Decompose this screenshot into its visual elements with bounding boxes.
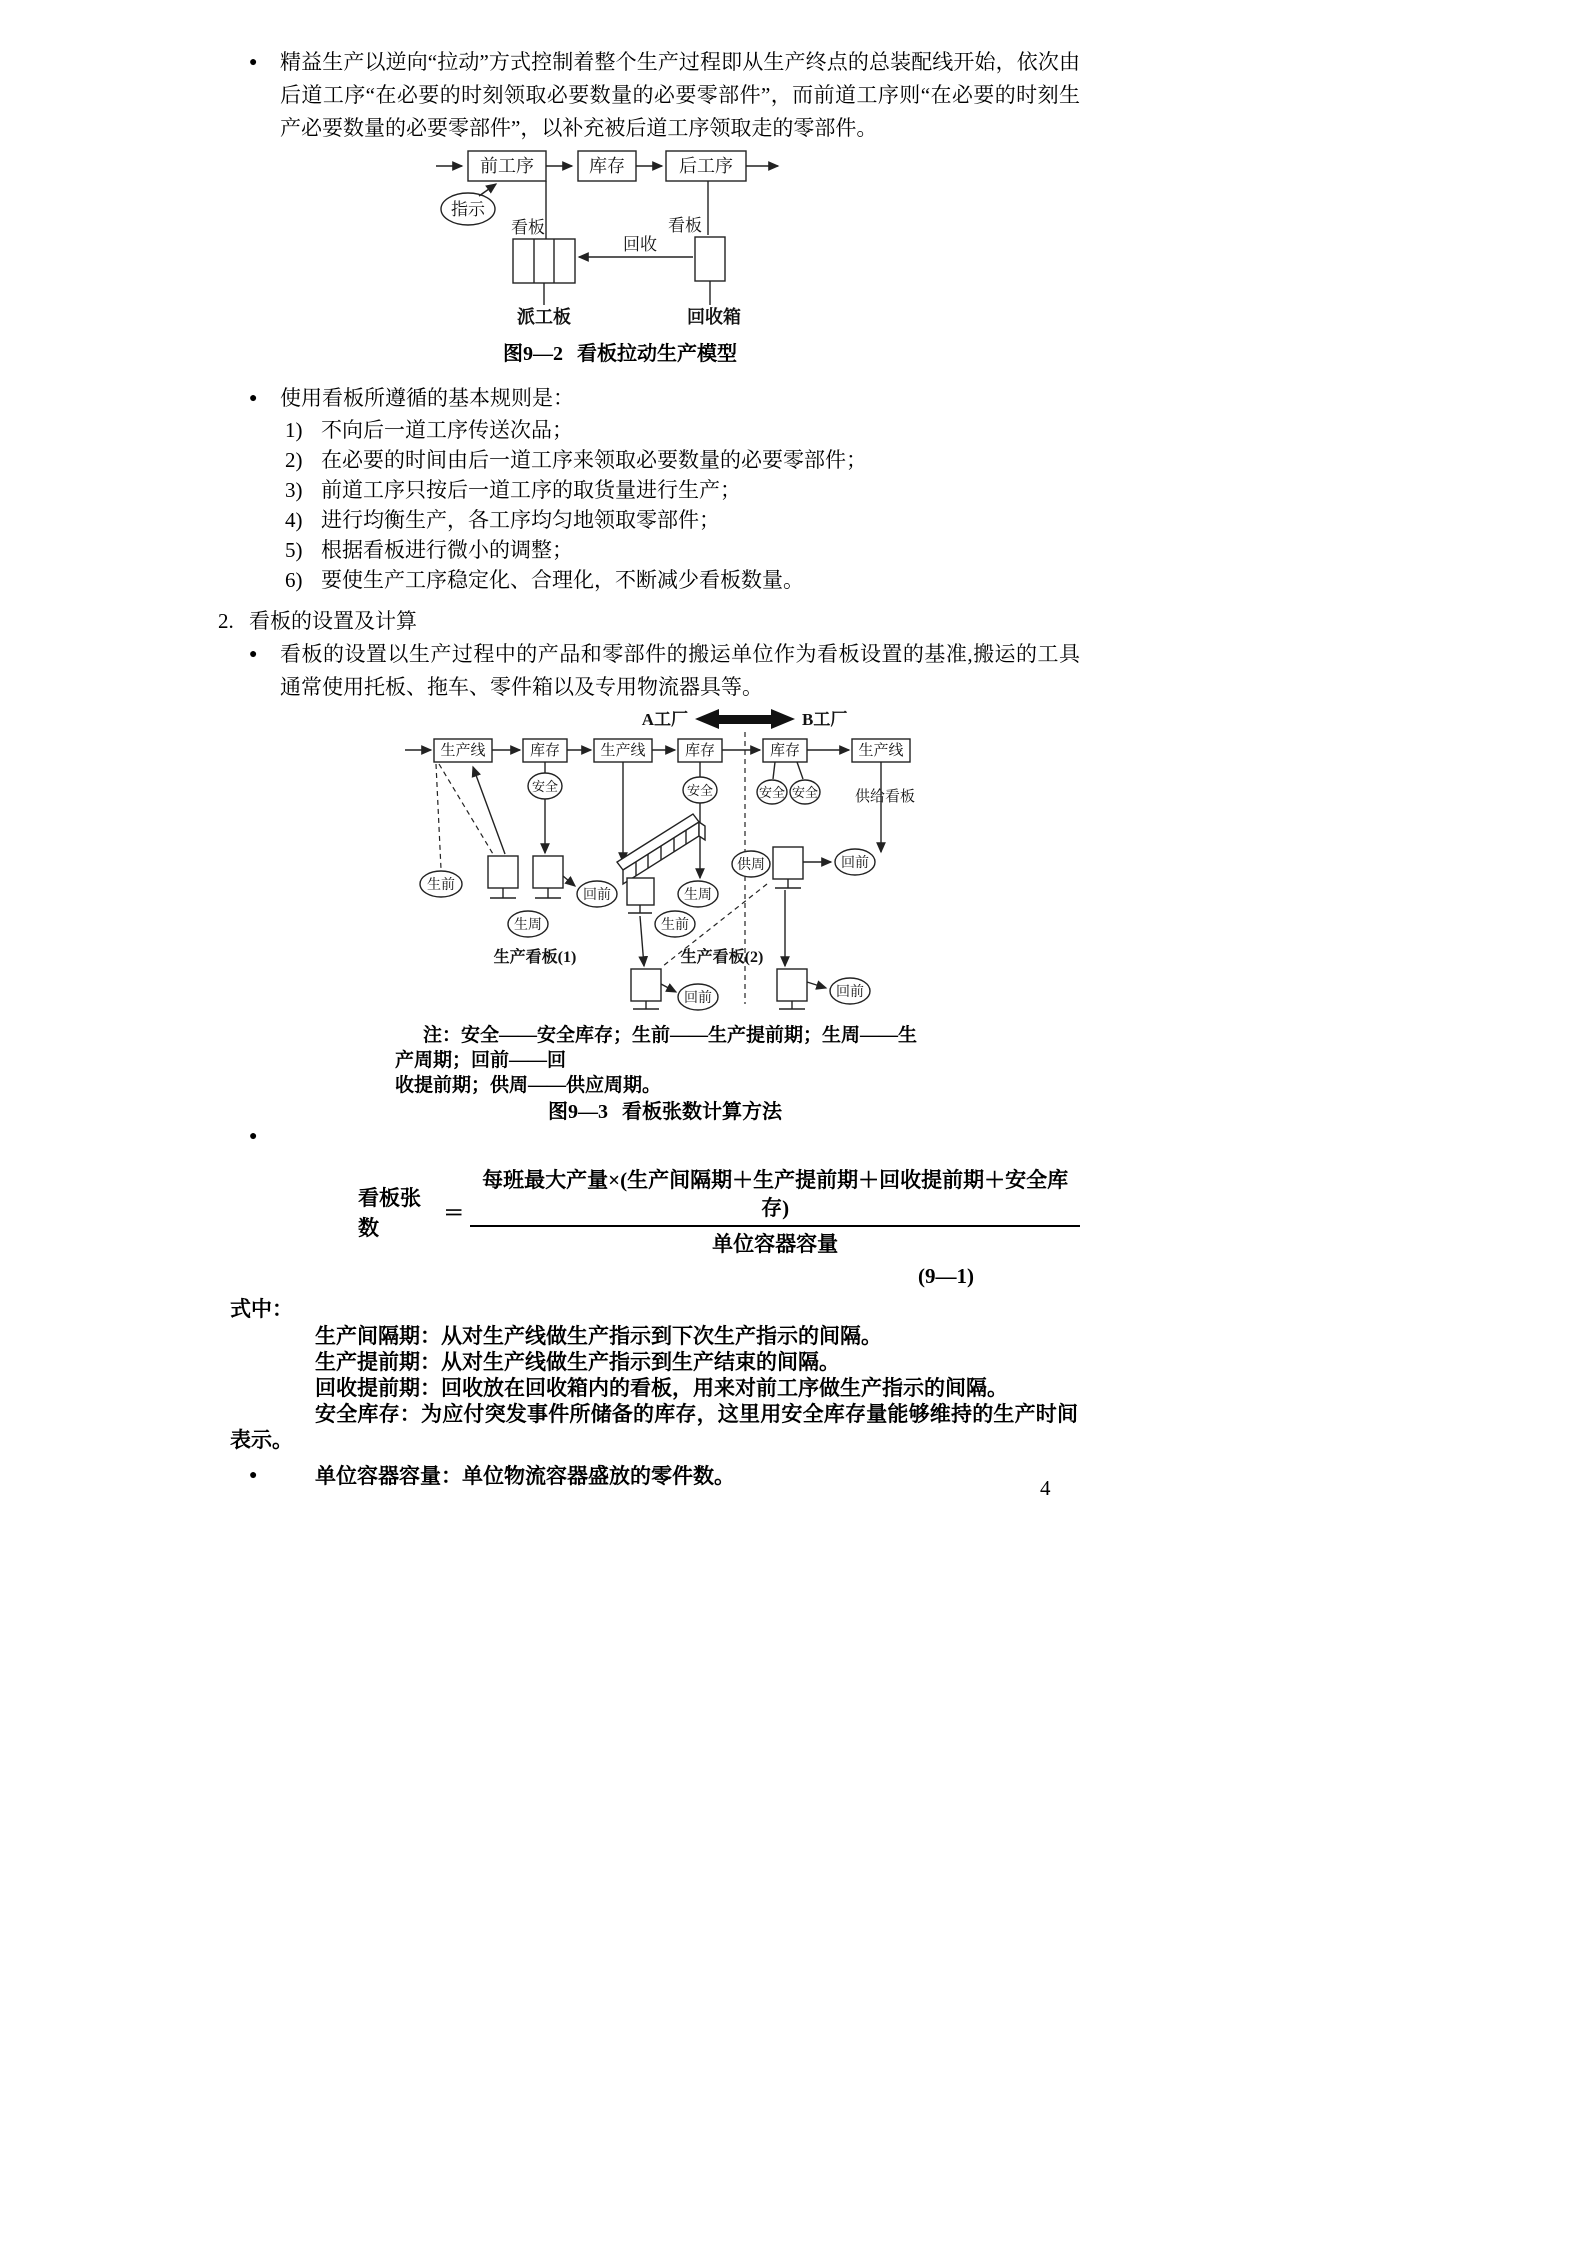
- bullet-icon: ●: [249, 1468, 258, 1483]
- bullet-icon: ●: [249, 1129, 258, 1144]
- paragraph-text: 使用看板所遵循的基本规则是：: [280, 386, 574, 410]
- list-text: 根据看板进行微小的调整；: [321, 538, 573, 562]
- lead-recycle-label: 回前: [836, 985, 864, 1000]
- recycle-box-label: 回收箱: [687, 307, 741, 327]
- bullet-icon: ●: [249, 647, 258, 662]
- lead-recycle-label: 回前: [583, 888, 611, 903]
- connector-arrow: [640, 916, 644, 966]
- dispatch-board-label: 派工板: [517, 307, 571, 327]
- list-number: 6): [285, 568, 303, 592]
- dispatch-cards-box: [513, 239, 575, 283]
- list-number: 2): [285, 448, 303, 472]
- paragraph-text: 精益生产以逆向“拉动”方式控制着整个生产过程即从生产终点的总装配线开始，依次由后道工序“在必要的时刻领取必要数量的必要零部件”，而前道工序则“在必要的时刻生产必要数量的必要零部件”，以补充被后道工序领取走的零部件。: [280, 50, 1080, 140]
- note-line-2: 收提前期；供周——供应周期。: [395, 1075, 662, 1096]
- stock-label: 库存: [589, 156, 625, 176]
- list-item: [285, 415, 1080, 445]
- list-number: 1): [285, 418, 303, 442]
- paragraph-text: 单位容器容量：单位物流容器盛放的零件数。: [315, 1464, 735, 1488]
- list-text: 前道工序只按后一道工序的取货量进行生产；: [321, 478, 741, 502]
- connector: [773, 762, 775, 779]
- factory-a-label: A工厂: [641, 710, 688, 729]
- figure-9-2-caption: [428, 342, 812, 366]
- list-item: [285, 445, 1080, 475]
- equation-number: (9—1): [918, 1264, 974, 1288]
- paragraph-lean-pull: [249, 46, 1080, 145]
- safety-label: 安全: [686, 783, 714, 798]
- list-text: 要使生产工序稳定化、合理化，不断减少看板数量。: [321, 568, 804, 592]
- instruction-label: 指示: [451, 200, 485, 219]
- kanban-count-formula: [358, 1166, 1080, 1258]
- paragraph-kanban-setup: [249, 638, 1080, 704]
- safety-label: 安全: [531, 779, 559, 794]
- thick-left-arrow-icon: [695, 709, 719, 729]
- list-item: [285, 475, 1080, 505]
- kanban-pull-model-diagram: [428, 147, 812, 335]
- thick-arrow-bar: [719, 715, 771, 724]
- lead-production-label: 生前: [661, 918, 689, 933]
- connector: [797, 762, 803, 779]
- lead-production-label: 生前: [427, 878, 455, 893]
- connector-arrow: [661, 984, 676, 992]
- cycle-supply-label: 供周: [737, 858, 765, 873]
- list-item: [285, 535, 1080, 565]
- recycle-bin-box: [695, 237, 725, 281]
- list-text: 进行均衡生产，各工序均匀地领取零部件；: [321, 508, 720, 532]
- cycle-production-label: 生周: [514, 918, 542, 933]
- bullet-icon: ●: [249, 55, 258, 70]
- figure-number: 图9—3: [548, 1101, 608, 1123]
- paragraph-kanban-rules: [249, 382, 1080, 415]
- kanban-label-right: 看板: [668, 216, 702, 235]
- kanban-post: [627, 878, 654, 905]
- note-line-1: 注：安全——安全库存；生前——生产提前期；生周——生产周期；回前——回: [395, 1025, 918, 1071]
- page-content: [218, 46, 1080, 1491]
- kanban-post: [488, 856, 518, 888]
- list-text: 在必要的时间由后一道工序来领取必要数量的必要零部件；: [321, 448, 867, 472]
- connector-arrow: [563, 876, 575, 886]
- kanban-count-diagram: [395, 704, 935, 1012]
- figure-9-3-caption: [395, 1100, 935, 1124]
- figure-title: 看板张数计算方法: [622, 1101, 782, 1123]
- section-title: 看板的设置及计算: [249, 609, 417, 633]
- list-text: 不向后一道工序传送次品；: [321, 418, 573, 442]
- rack-end-face: [699, 822, 705, 840]
- kanban-post: [773, 847, 803, 879]
- section-heading: [218, 605, 1080, 638]
- production-line-label: 生产线: [600, 743, 646, 759]
- pre-process-label: 前工序: [480, 156, 534, 176]
- kanban-post: [533, 856, 563, 888]
- list-number: 4): [285, 508, 303, 532]
- recycle-label: 回收: [623, 235, 657, 254]
- fraction-numerator: 每班最大产量×(生产间隔期＋生产提前期＋回收提前期＋安全库存): [470, 1166, 1080, 1227]
- production-line-label: 生产线: [858, 743, 904, 759]
- thick-right-arrow-icon: [771, 709, 795, 729]
- instruction-dashed-line: [439, 764, 493, 854]
- connector-arrow: [807, 982, 826, 988]
- list-number: 3): [285, 478, 303, 502]
- kanban-post: [777, 969, 807, 1001]
- production-kanban-1-label: 生产看板(1): [493, 949, 577, 966]
- equals-sign: ＝: [443, 1201, 465, 1225]
- factory-b-label: B工厂: [802, 710, 848, 729]
- connector-arrow: [473, 767, 505, 854]
- paragraph-container-capacity: [249, 1461, 1080, 1491]
- lead-recycle-label: 回前: [684, 991, 712, 1006]
- definition-item: 生产间隔期：从对生产线做生产指示到下次生产指示的间隔。: [315, 1324, 882, 1348]
- list-number: 5): [285, 538, 303, 562]
- figure-9-3-note: [395, 1023, 935, 1098]
- stock-label: 库存: [684, 743, 716, 759]
- safety-label: 安全: [791, 785, 819, 800]
- kanban-post: [631, 969, 661, 1001]
- list-item: [285, 505, 1080, 535]
- definition-item: 生产提前期：从对生产线做生产指示到生产结束的间隔。: [315, 1350, 840, 1374]
- section-number: 2.: [218, 609, 234, 633]
- stock-label: 库存: [769, 743, 801, 759]
- formula-lhs: 看板张数: [358, 1186, 421, 1240]
- figure-9-2: [428, 147, 812, 366]
- definition-item: 回收提前期：回收放在回收箱内的看板，用来对前工序做生产指示的间隔。: [315, 1376, 1008, 1400]
- figure-title: 看板拉动生产模型: [577, 343, 737, 365]
- figure-number: 图9—2: [503, 343, 563, 365]
- stock-label: 库存: [529, 743, 561, 759]
- definition-item: 安全库存：为应付突发事件所储备的库存，这里用安全库存量能够维持的生产时间表示。: [230, 1402, 1078, 1452]
- paragraph-text: 看板的设置以生产过程中的产品和零部件的搬运单位作为看板设置的基准,搬运的工具通常使用托板、拖车、零件箱以及专用物流器具等。: [280, 642, 1080, 699]
- bullet-icon: ●: [249, 391, 258, 406]
- post-process-label: 后工序: [679, 156, 733, 176]
- cycle-production-label: 生周: [684, 888, 712, 903]
- fraction: [470, 1166, 1080, 1258]
- lead-recycle-label: 回前: [841, 856, 869, 871]
- safety-label: 安全: [758, 785, 786, 800]
- rules-list: [285, 415, 1080, 595]
- instruction-dashed-line: [436, 764, 441, 869]
- supply-kanban-label: 供给看板: [854, 789, 916, 805]
- fraction-denominator: 单位容器容量: [712, 1232, 839, 1256]
- instruction-arrow: [479, 184, 496, 196]
- page-number: 4: [1040, 1476, 1051, 1500]
- production-line-label: 生产线: [440, 743, 486, 759]
- figure-9-3: [395, 704, 935, 1124]
- production-kanban-2-label: 生产看板(2): [680, 949, 764, 966]
- list-item: [285, 565, 1080, 595]
- kanban-label-left: 看板: [511, 218, 545, 237]
- where-label: 式中：: [230, 1297, 293, 1321]
